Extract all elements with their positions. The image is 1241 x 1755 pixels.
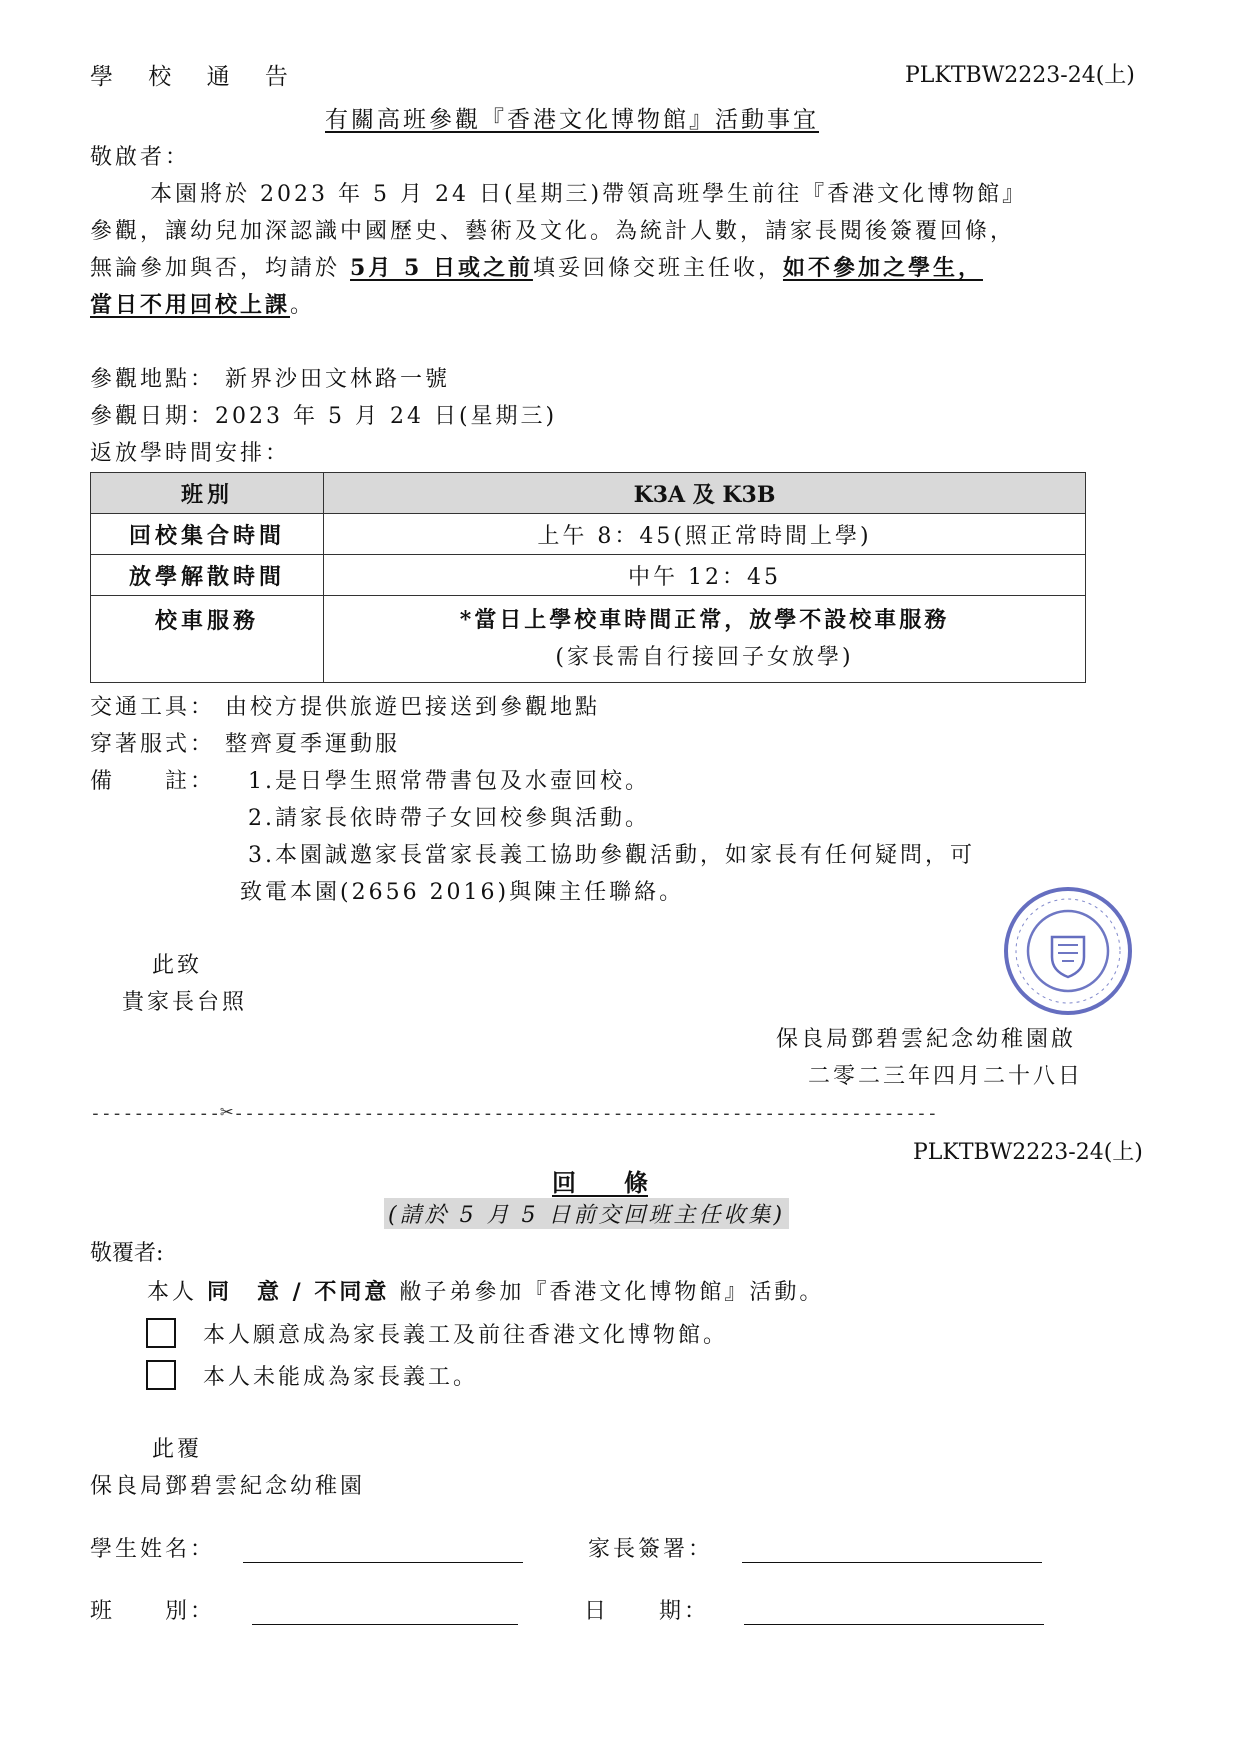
date-field-label: 日 期： xyxy=(584,1599,710,1624)
student-name-field[interactable] xyxy=(243,1562,523,1563)
attire-row xyxy=(90,727,400,758)
table-row xyxy=(91,596,1086,683)
closing-line-1: 此致 xyxy=(152,953,203,978)
consent-choice[interactable]: 同 意 / 不同意 xyxy=(207,1279,390,1305)
volunteer-no-label: 本人未能成為家長義工。 xyxy=(203,1365,479,1390)
reply-greeting: 敬覆者: xyxy=(90,1241,164,1266)
bus-value-line-1: *當日上學校車時間正常，放學不設校車服務 xyxy=(459,607,950,633)
reply-reference: PLKTBW2223-24(上) xyxy=(913,1140,1143,1165)
consent-text-c: 敝子弟參加『香港文化博物館』活動。 xyxy=(399,1280,825,1305)
cut-line: ------------✂----------------------------------------------------------------- xyxy=(90,1100,938,1125)
body-line-1: 本園將於 2023 年 5 月 24 日(星期三)帶領高班學生前往『香港文化博物館』 xyxy=(150,182,1028,207)
schedule-label: 返放學時間安排： xyxy=(90,441,291,466)
greeting: 敬啟者： xyxy=(90,145,191,170)
reference-number: PLKTBW2223-24(上) xyxy=(905,63,1135,88)
volunteer-no-checkbox[interactable] xyxy=(146,1360,176,1390)
absence-emphasis: 如不參加之學生， xyxy=(782,255,983,281)
attire-value: 整齊夏季運動服 xyxy=(225,732,401,757)
location-label: 參觀地點： xyxy=(90,367,216,392)
table-row xyxy=(91,555,1086,596)
remark-2: 2.請家長依時帶子女回校參與活動。 xyxy=(248,806,650,831)
deadline-emphasis: 5月 5 日或之前 xyxy=(350,255,533,281)
bus-value-cell xyxy=(324,596,1086,683)
student-name-label: 學生姓名： xyxy=(90,1537,216,1562)
date-field[interactable] xyxy=(744,1624,1044,1625)
notice-date: 二零二三年四月二十八日 xyxy=(808,1064,1084,1089)
body-line-4 xyxy=(90,288,315,319)
table-row xyxy=(91,514,1086,555)
schedule-table xyxy=(90,472,1086,683)
volunteer-yes-checkbox[interactable] xyxy=(146,1318,176,1348)
page-title: 有關高班參觀『香港文化博物館』活動事宜 xyxy=(325,107,819,133)
location-row xyxy=(90,362,450,393)
remark-3: 3.本園誠邀家長當家長義工協助參觀活動，如家長有任何疑問，可 xyxy=(248,843,975,868)
remark-1: 1.是日學生照常帶書包及水壺回校。 xyxy=(248,769,650,794)
class-label: 班 別： xyxy=(90,1599,216,1624)
table-row xyxy=(91,473,1086,514)
closing-line-2: 貴家長台照 xyxy=(122,990,248,1015)
remark-3-cont: 致電本園(2656 2016)與陳主任聯絡。 xyxy=(240,880,685,905)
class-label-cell: 班別 xyxy=(91,473,324,514)
bus-label-cell: 校車服務 xyxy=(91,596,324,683)
reply-closing: 此覆 xyxy=(152,1437,203,1462)
class-value-cell: K3A 及 K3B xyxy=(324,473,1086,514)
location-value: 新界沙田文林路一號 xyxy=(225,367,451,392)
body-line-2: 參觀，讓幼兒加深認識中國歷史、藝術及文化。為統計人數，請家長閱後簽覆回條， xyxy=(90,219,1016,244)
reply-school: 保良局鄧碧雲紀念幼稚園 xyxy=(90,1474,366,1499)
body-line-3-text-c: 填妥回條交班主任收， xyxy=(532,256,783,281)
date-value: 2023 年 5 月 24 日(星期三) xyxy=(215,404,558,429)
remarks-label: 備 註： xyxy=(90,769,216,794)
dismiss-value-cell: 中午 12：45 xyxy=(324,555,1086,596)
class-field[interactable] xyxy=(252,1624,518,1625)
transport-value: 由校方提供旅遊巴接送到參觀地點 xyxy=(225,695,601,720)
transport-label: 交通工具： xyxy=(90,695,216,720)
attire-label: 穿著服式： xyxy=(90,732,216,757)
bus-value-line-2: (家長需自行接回子女放學) xyxy=(555,645,854,670)
body-line-3-text-a: 無論參加與否，均請於 xyxy=(90,256,341,281)
gather-label-cell: 回校集合時間 xyxy=(91,514,324,555)
parent-sign-field[interactable] xyxy=(742,1562,1042,1563)
gather-value-cell: 上午 8：45(照正常時間上學) xyxy=(324,514,1086,555)
volunteer-yes-label: 本人願意成為家長義工及前往香港文化博物館。 xyxy=(203,1323,729,1348)
date-label: 參觀日期： xyxy=(90,404,216,429)
no-school-emphasis: 當日不用回校上課 xyxy=(90,292,291,318)
body-line-4-end: 。 xyxy=(290,293,316,318)
notice-heading: 學 校 通 告 xyxy=(90,64,302,90)
body-line-3 xyxy=(90,251,983,282)
sender-name: 保良局鄧碧雲紀念幼稚園啟 xyxy=(776,1027,1077,1052)
reply-subtitle: (請於 5 月 5 日前交回班主任收集) xyxy=(384,1198,789,1229)
dismiss-label-cell: 放學解散時間 xyxy=(91,555,324,596)
date-row xyxy=(90,399,557,430)
transport-row xyxy=(90,690,600,721)
reply-title: 回 條 xyxy=(552,1168,648,1197)
consent-line xyxy=(147,1275,824,1306)
scissors-icon: ✂ xyxy=(220,1100,234,1125)
consent-text-a: 本人 xyxy=(147,1280,198,1305)
school-seal-stamp xyxy=(1002,885,1134,1017)
parent-sign-label: 家長簽署： xyxy=(588,1537,714,1562)
